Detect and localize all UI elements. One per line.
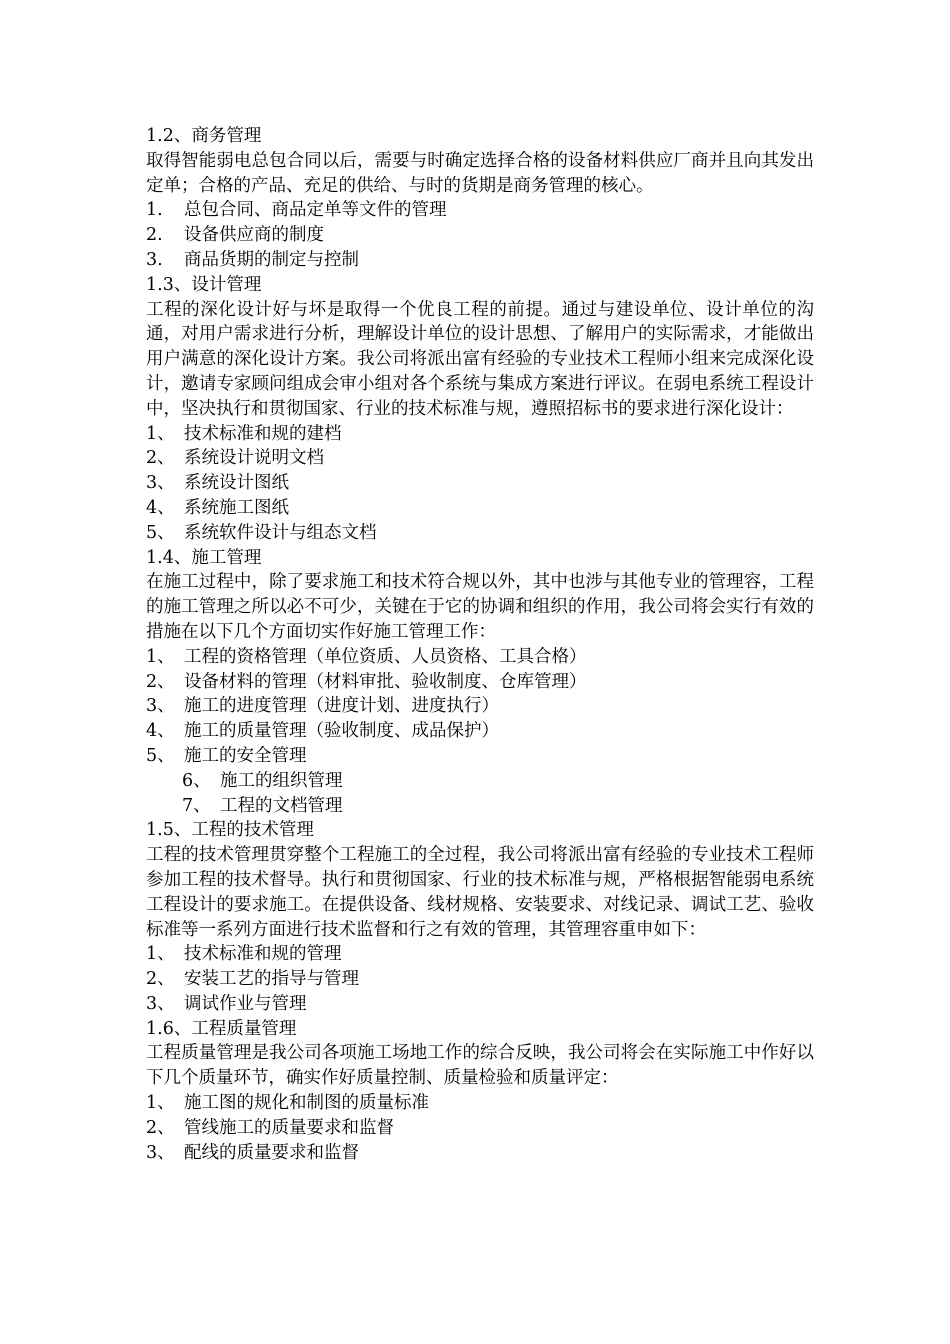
section-paragraph: 工程的深化设计好与坏是取得一个优良工程的前提。通过与建设单位、设计单位的沟通，对用户需求进行分析，理解设计单位的设计思想、了解用户的实际需求，才能做出用户满意的深化设计方案。我公司将派出富有经验的专业技术工程师小组来完成深化设计，邀请专家顾问组成会审小组对各个系统与集成方案进行评议。在弱电系统工程设计中，坚决执行和贯彻国家、行业的技术标准与规，遵照招标书的要求进行深化设计： — [146, 299, 814, 419]
list-item-number: 1、 — [146, 423, 175, 444]
list-item-number: 5、 — [146, 522, 175, 543]
list-item-text: 系统施工图纸 — [184, 497, 289, 518]
list-item-text: 系统设计说明文档 — [184, 448, 324, 469]
list-item-number: 3、 — [146, 993, 175, 1014]
list-item — [146, 223, 814, 248]
list-item-number: 2、 — [146, 448, 175, 469]
list-item-number: 3、 — [146, 696, 175, 717]
list-item-text: 配线的质量要求和监督 — [184, 1142, 359, 1163]
list-item — [146, 521, 814, 546]
list-item-number: 1、 — [146, 944, 175, 965]
list-item-text: 设备供应商的制度 — [184, 225, 324, 246]
list-item-number: 7、 — [182, 795, 211, 816]
list-item-number: 2. — [146, 225, 163, 246]
section-heading: 1.4、施工管理 — [146, 547, 262, 568]
section-heading: 1.6、工程质量管理 — [146, 1018, 297, 1039]
list-item — [146, 967, 814, 992]
list-item — [146, 769, 814, 794]
list-item — [146, 670, 814, 695]
list-item-number: 2、 — [146, 671, 175, 692]
list-item-text: 系统设计图纸 — [184, 473, 289, 494]
list-item — [146, 422, 814, 447]
list-item-text: 施工的进度管理（进度计划、进度执行） — [184, 696, 499, 717]
list-item-number: 2、 — [146, 1117, 175, 1138]
list-item-text: 安装工艺的指导与管理 — [184, 969, 359, 990]
section-paragraph: 取得智能弱电总包合同以后，需要与时确定选择合格的设备材料供应厂商并且向其发出定单；合格的产品、充足的供给、与时的货期是商务管理的核心。 — [146, 150, 814, 196]
list-item — [146, 496, 814, 521]
list-item-text: 施工的组织管理 — [220, 770, 343, 791]
list-item-text: 总包合同、商品定单等文件的管理 — [184, 200, 447, 221]
list-item-text: 调试作业与管理 — [184, 993, 307, 1014]
list-item-number: 4、 — [146, 497, 175, 518]
section-paragraph: 工程的技术管理贯穿整个工程施工的全过程，我公司将派出富有经验的专业技术工程师参加工程的技术督导。执行和贯彻国家、行业的技术标准与规，严格根据智能弱电系统工程设计的要求施工。在提供设备、线材规格、安装要求、对线记录、调试工艺、验收标准等一系列方面进行技术监督和行之有效的管理，其管理容重申如下： — [146, 845, 814, 940]
list-item-number: 1、 — [146, 1093, 175, 1114]
list-item-number: 2、 — [146, 969, 175, 990]
list-item-text: 工程的资格管理（单位资质、人员资格、工具合格） — [184, 646, 587, 667]
list-item — [146, 719, 814, 744]
list-item-text: 施工图的规化和制图的质量标准 — [184, 1093, 429, 1114]
list-item-number: 6、 — [182, 770, 211, 791]
list-item-number: 3、 — [146, 1142, 175, 1163]
section-heading: 1.3、设计管理 — [146, 274, 262, 295]
list-item — [146, 1116, 814, 1141]
list-item-number: 1、 — [146, 646, 175, 667]
list-item-number: 5、 — [146, 745, 175, 766]
section-paragraph: 工程质量管理是我公司各项施工场地工作的综合反映，我公司将会在实际施工中作好以下几个质量环节，确实作好质量控制、质量检验和质量评定： — [146, 1043, 814, 1089]
list-item-text: 设备材料的管理（材料审批、验收制度、仓库管理） — [184, 671, 587, 692]
list-item-text: 管线施工的质量要求和监督 — [184, 1117, 394, 1138]
section-paragraph: 在施工过程中，除了要求施工和技术符合规以外，其中也涉与其他专业的管理容，工程的施工管理之所以必不可少，关键在于它的协调和组织的作用，我公司将会实行有效的措施在以下几个方面切实作好施工管理工作： — [146, 572, 814, 642]
list-item-text: 商品货期的制定与控制 — [184, 249, 359, 270]
list-item-number: 3. — [146, 249, 163, 270]
list-item-text: 施工的安全管理 — [184, 745, 307, 766]
list-item — [146, 794, 814, 819]
document-page — [146, 124, 814, 1165]
list-item-text: 系统软件设计与组态文档 — [184, 522, 377, 543]
list-item-number: 1. — [146, 200, 163, 221]
section-heading: 1.5、工程的技术管理 — [146, 820, 314, 841]
list-item — [146, 1091, 814, 1116]
list-item-text: 工程的文档管理 — [220, 795, 343, 816]
list-item-text: 技术标准和规的建档 — [184, 423, 342, 444]
list-item — [146, 471, 814, 496]
list-item-number: 4、 — [146, 721, 175, 742]
list-item — [146, 694, 814, 719]
list-item — [146, 248, 814, 273]
list-item-number: 3、 — [146, 473, 175, 494]
list-item — [146, 198, 814, 223]
list-item-text: 施工的质量管理（验收制度、成品保护） — [184, 721, 499, 742]
list-item — [146, 942, 814, 967]
section-heading: 1.2、商务管理 — [146, 126, 262, 146]
list-item — [146, 645, 814, 670]
list-item — [146, 446, 814, 471]
list-item-text: 技术标准和规的管理 — [184, 944, 342, 965]
list-item — [146, 1141, 814, 1166]
list-item — [146, 744, 814, 769]
list-item — [146, 992, 814, 1017]
